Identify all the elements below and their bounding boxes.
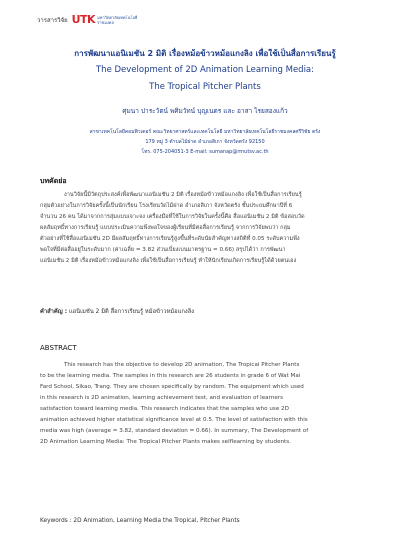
- title-english-1: The Development of 2D Animation Learning Media:: [95, 65, 315, 75]
- keywords-thai: [40, 306, 194, 316]
- abstract-english-line: Fard School, Sikao, Trang. They are chosen specifically by random. The equipment which used: [40, 384, 304, 390]
- abstract-english-body: [40, 360, 373, 448]
- keywords-english-label: Keywords :: [40, 518, 72, 524]
- abstract-english-line: media was high (average = 3.82, standard deviation = 0.66). In summary, The Development of: [40, 428, 309, 434]
- abstract-english-line: This research has the objective to develop 2D animation, The Tropical Pitcher Plants: [64, 362, 300, 368]
- logo-subtitle-1: มหาวิทยาลัยเทคโนโลยี: [97, 14, 138, 20]
- keywords-english: [40, 518, 240, 524]
- abstract-thai-heading: บทคัดย่อ: [40, 177, 67, 185]
- abstract-english-line: to be the learning media. The samples in this research are 26 students in grade 6 of Wat Mai: [40, 373, 301, 379]
- abstract-thai-line: ผลสัมฤทธิ์ทางการเรียนรู้ แบบประเมินความพึงพอใจของผู้เรียนที่มีต่อสื่อการเรียนรู้ จากการวิจัยพบว่า กลุ่ม: [40, 225, 291, 231]
- title-english-2: The Tropical Pitcher Plants: [149, 82, 261, 92]
- abstract-thai-body: [40, 190, 373, 267]
- logo-mark: [72, 13, 95, 26]
- journal-name: วารสารวิจัย: [37, 16, 68, 24]
- affiliation-line-2: 179 หมู่ 3 ตำบลไม้ฝาด อำเภอสิเกา จังหวัดตรัง 92150: [145, 139, 265, 145]
- keywords-english-value: 2D Animation, Learning Media the Tropical, Pitcher Plants: [73, 518, 240, 524]
- abstract-english-line: animation achieved higher statistical significance level at 0.5. The level of satisfaction with this: [40, 417, 308, 423]
- authors: ศุมนา ปาระวัตน์ พศิมวัทน์ บุญเนตร และ อาสา ไรยสองแก้ว: [122, 107, 288, 115]
- affiliation-line-3: โทร. 075-204051-3 E-mail: sumanap@rmutsv.ac.th: [141, 149, 269, 155]
- keywords-thai-label: คำสำคัญ :: [40, 309, 68, 315]
- abstract-thai-line: กลุ่มตัวอย่างในการวิจัยครั้งนี้เป็นนักเรียน โรงเรียนวัดไม้ฝาด อำเภอสิเกา จังหวัดตรัง ชั้นประถมศึกษาปีที่ 6: [40, 203, 293, 209]
- logo-text: UTK: [71, 13, 96, 26]
- university-logo: [72, 13, 138, 26]
- abstract-english-line: 2D Animation Learning Media: The Tropical Pitcher Plants makes selflearning by students.: [40, 439, 291, 445]
- journal-header: [37, 13, 137, 26]
- abstract-english-heading: ABSTRACT: [40, 344, 77, 352]
- affiliation-line-1: สาขาเทคโนโลยีคอมพิวเตอร์ คณะวิทยาศาสตร์และเทคโนโลยี มหาวิทยาลัยเทคโนโลยีราชมงคลศรีวิชัย ตรัง: [89, 129, 321, 135]
- abstract-thai-line: พอใจที่มีต่อสื่ออยู่ในระดับมาก (ค่าเฉลี่ย = 3.82 ส่วนเบี่ยงเบนมาตรฐาน = 0.66) สรุปได้ว่า การพัฒนา: [40, 247, 286, 253]
- affiliation: [0, 127, 410, 157]
- logo-subtitle-2: ราชมงคล: [97, 19, 114, 25]
- keywords-thai-value: แอนิเมชัน 2 มิติ สื่อการเรียนรู้ หม้อข้าวหม้อแกงลิง: [68, 309, 195, 315]
- abstract-english-line: in this research is 2D animation, learning achievement test, and evaluation of learners: [40, 395, 284, 401]
- abstract-thai-line: ตัวอย่างที่ใช้สื่อแอนิเมชัน 2D มีผลสัมฤทธิ์ทางการเรียนรู้สูงขึ้นที่ระดับนัยสำคัญทางสถิติที่ 0.05 ระดับความพึง: [40, 236, 300, 242]
- abstract-thai-line: งานวิจัยนี้มีวัตถุประสงค์เพื่อพัฒนาแอนิเมชัน 2 มิติ เรื่องหม้อข้าวหม้อแกงลิง เพื่อใช้เป็นสื่อการเรียนรู้: [64, 192, 302, 198]
- abstract-thai-line: แอนิเมชัน 2 มิติ เรื่องหม้อข้าวหม้อแกงลิง เพื่อใช้เป็นสื่อการเรียนรู้ ทำให้นักเรียนเกิดการเรียนรู้ได้ด้วยตนเอง: [40, 258, 297, 264]
- logo-subtitle: [97, 15, 137, 25]
- abstract-english-line: satisfaction toward learning media. This research indicates that the samples who use 2D: [40, 406, 289, 412]
- title-thai: การพัฒนาแอนิเมชัน 2 มิติ เรื่องหม้อข้าวหม้อแกงลิง เพื่อใช้เป็นสื่อการเรียนรู้: [74, 49, 336, 58]
- abstract-thai-line: จำนวน 26 คน ได้มาจากการสุ่มแบบเจาะจง เครื่องมือที่ใช้ในการวิจัยในครั้งนี้คือ สื่อแอนิเมชัน 2 มิติ ข้อสอบวัด: [40, 214, 305, 220]
